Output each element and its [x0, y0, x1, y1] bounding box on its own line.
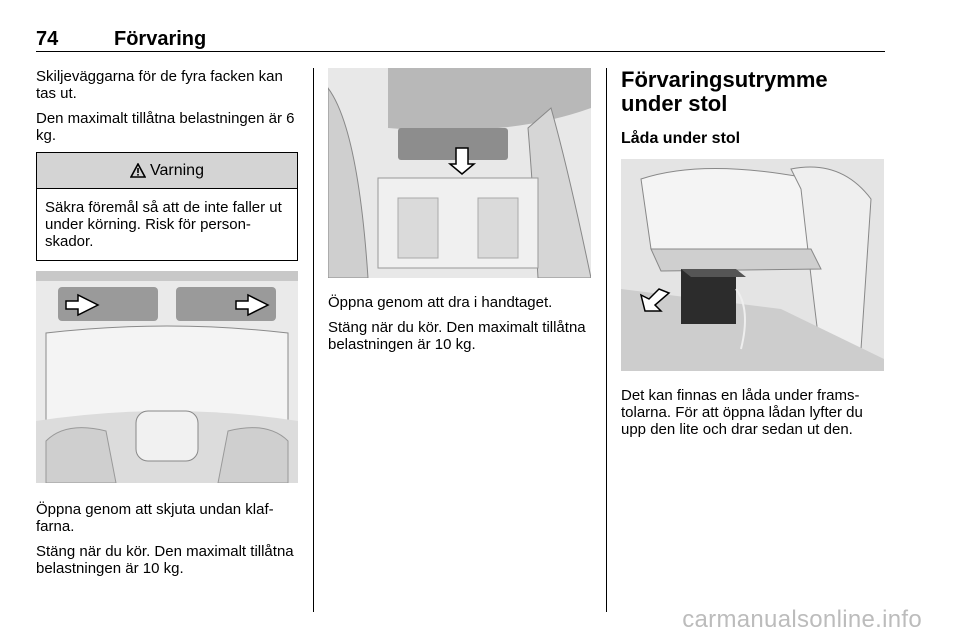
page-header [36, 26, 885, 52]
warning-title: Varning [150, 162, 204, 179]
column-1 [36, 68, 300, 585]
watermark: carmanualsonline.info [682, 606, 922, 633]
column-2 [328, 68, 592, 361]
subsection-title: Låda under stol [621, 130, 741, 147]
figure-rear-storage-handle [328, 68, 591, 278]
figure-under-seat-drawer [621, 159, 884, 371]
caption-open-flaps: Öppna genom att skjuta undan klaf-farna. [36, 501, 274, 535]
caption-pull-handle: Öppna genom att dra i handtaget. [328, 294, 553, 311]
warning-triangle-icon [130, 163, 146, 178]
paragraph-under-seat-drawer: Det kan finnas en låda under frams-tolarna. För att öppna lådan lyfter du upp den lite och drar sedan ut den. [621, 387, 863, 438]
column-divider-2 [606, 68, 607, 612]
page-number: 74 [36, 28, 59, 50]
paragraph-max-load: Den maximalt tillåtna belastningen är 6 kg. [36, 110, 295, 144]
figure-overhead-compartments [36, 271, 298, 483]
caption-close-max-load: Stäng när du kör. Den maximalt tillåtna belastningen är 10 kg. [36, 543, 294, 577]
caption-close-max-load: Stäng när du kör. Den maximalt tillåtna belastningen är 10 kg. [328, 319, 586, 353]
chapter-title: Förvaring [114, 28, 207, 50]
warning-text: Säkra föremål så att de inte faller ut under körning. Risk för person-skador. [45, 199, 282, 250]
warning-header [37, 153, 297, 189]
column-3 [621, 68, 885, 446]
warning-box [36, 152, 298, 261]
paragraph-dividers: Skiljeväggarna för de fyra facken kan tas ut. [36, 68, 283, 102]
section-title: Förvaringsutrymme under stol [621, 67, 828, 116]
column-divider-1 [313, 68, 314, 612]
